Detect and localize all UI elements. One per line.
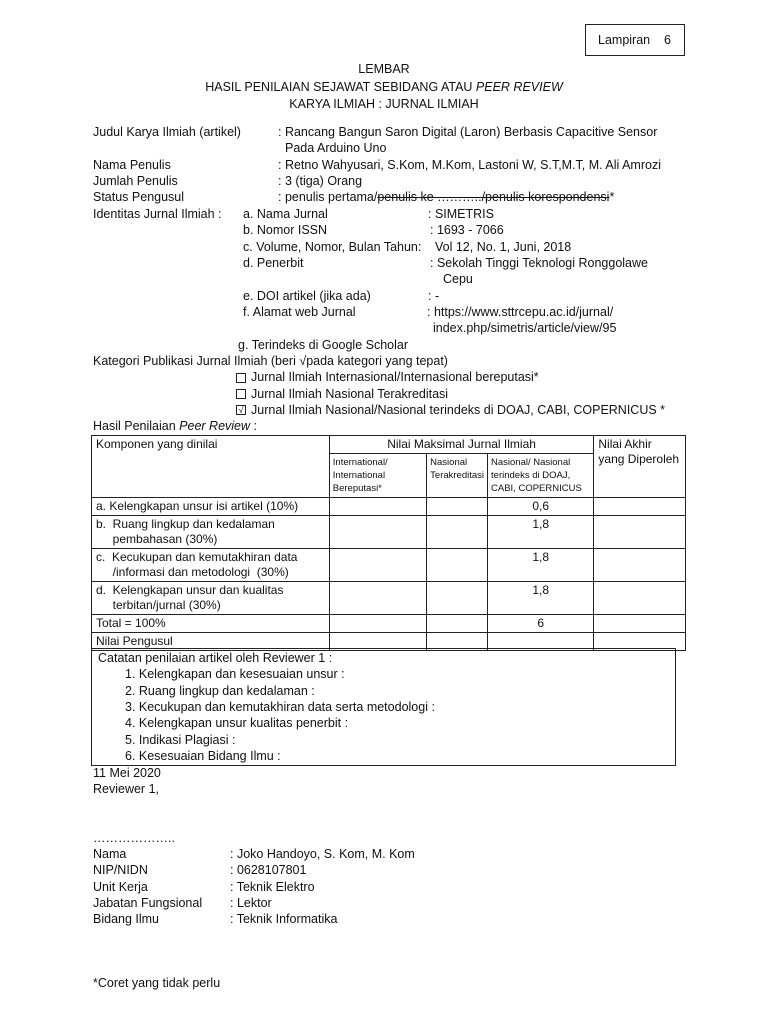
title-line3: KARYA ILMIAH : JURNAL ILMIAH <box>289 97 479 111</box>
signature-dots: ……………….. <box>93 831 175 845</box>
nama-penulis-label: Nama Penulis <box>93 158 171 172</box>
row-label: b. Ruang lingkup dan kedalaman pembahasan (30%) <box>92 516 330 549</box>
kategori-option-2: Jurnal Ilmiah Nasional Terakreditasi <box>251 387 449 401</box>
identitas-b-value: : 1693 - 7066 <box>430 223 504 237</box>
header-internasional: International/ International Bereputasi* <box>329 454 426 498</box>
header-nasional-terindeks: Nasional/ Nasional terindeks di DOAJ, CABI, COPERNICUS <box>488 454 594 498</box>
nama-penulis-value: : Retno Wahyusari, S.Kom, M.Kom, Lastoni W, S.T,M.T, M. Ali Amrozi <box>278 158 661 172</box>
reviewer-nip-value: : 0628107801 <box>230 863 307 877</box>
table-row <box>92 582 686 615</box>
judul-label: Judul Karya Ilmiah (artikel) <box>93 125 241 139</box>
reviewer-nama-label: Nama <box>93 847 127 861</box>
catatan-title: Catatan penilaian artikel oleh Reviewer 1 : <box>98 651 333 665</box>
lampiran-label: Lampiran <box>598 33 651 47</box>
row-value: 1,8 <box>488 516 594 549</box>
reviewer-bidang-value: : Teknik Informatika <box>230 912 338 926</box>
header-komponen: Komponen yang dinilai <box>92 436 330 498</box>
kategori-checkbox-1[interactable] <box>236 373 246 383</box>
row-label: Total = 100% <box>92 615 330 633</box>
hasil-penilaian-label: Hasil Penilaian Peer Review : <box>93 419 257 433</box>
lampiran-number: 6 <box>664 33 671 47</box>
row-label: Nilai Pengusul <box>92 633 330 651</box>
identitas-e-value: : - <box>428 289 440 303</box>
signature-reviewer: Reviewer 1, <box>93 782 159 796</box>
header-nilai-akhir: Nilai Akhir yang Diperoleh <box>594 436 686 498</box>
identitas-d-value-cont: Cepu <box>443 272 473 286</box>
identitas-d-label: d. Penerbit <box>243 256 304 270</box>
row-value: 1,8 <box>488 549 594 582</box>
lampiran-box <box>585 24 685 56</box>
identitas-f-value-cont: index.php/simetris/article/view/95 <box>433 321 617 335</box>
jumlah-penulis-label: Jumlah Penulis <box>93 174 178 188</box>
row-label: c. Kecukupan dan kemutakhiran data /informasi dan metodologi (30%) <box>92 549 330 582</box>
reviewer-unit-value: : Teknik Elektro <box>230 880 315 894</box>
row-value: 0,6 <box>488 498 594 516</box>
judul-value-cont: Pada Arduino Uno <box>285 141 387 155</box>
catatan-item: 1. Kelengkapan dan kesesuaian unsur : <box>125 667 345 681</box>
identitas-f-value: : https://www.sttrcepu.ac.id/jurnal/ <box>427 305 614 319</box>
identitas-f-label: f. Alamat web Jurnal <box>243 305 356 319</box>
catatan-item: 4. Kelengkapan unsur kualitas penerbit : <box>125 716 349 730</box>
reviewer-jabatan-value: : Lektor <box>230 896 272 910</box>
identitas-c-label: c. Volume, Nomor, Bulan Tahun: <box>243 240 422 254</box>
header-nasional-terakreditasi: Nasional Terakreditasi <box>427 454 488 498</box>
judul-value: : Rancang Bangun Saron Digital (Laron) Berbasis Capacitive Sensor <box>278 125 658 139</box>
check-mark-icon: √ <box>238 405 244 415</box>
table-row <box>92 516 686 549</box>
kategori-label: Kategori Publikasi Jurnal Ilmiah (beri √pada kategori yang tepat) <box>93 354 448 368</box>
row-label: a. Kelengkapan unsur isi artikel (10%) <box>92 498 330 516</box>
table-row <box>92 549 686 582</box>
identitas-e-label: e. DOI artikel (jika ada) <box>243 289 371 303</box>
catatan-box <box>91 648 676 766</box>
penilaian-table <box>91 435 686 651</box>
row-value: 6 <box>488 615 594 633</box>
kategori-checkbox-3[interactable] <box>236 405 246 415</box>
identitas-a-label: a. Nama Jurnal <box>243 207 328 221</box>
table-row-total <box>92 615 686 633</box>
kategori-option-3: Jurnal Ilmiah Nasional/Nasional terindeks di DOAJ, CABI, COPERNICUS * <box>251 403 666 417</box>
table-header-row <box>92 436 686 454</box>
row-value: 1,8 <box>488 582 594 615</box>
kategori-option-1: Jurnal Ilmiah Internasional/Internasional bereputasi* <box>251 370 539 384</box>
reviewer-unit-label: Unit Kerja <box>93 880 148 894</box>
identitas-g-label: g. Terindeks di Google Scholar <box>238 338 409 352</box>
identitas-b-label: b. Nomor ISSN <box>243 223 328 237</box>
footnote: *Coret yang tidak perlu <box>93 976 221 990</box>
catatan-item: 3. Kecukupan dan kemutakhiran data serta metodologi : <box>125 700 435 714</box>
status-pengusul-label: Status Pengusul <box>93 190 185 204</box>
reviewer-nama-value: : Joko Handoyo, S. Kom, M. Kom <box>230 847 415 861</box>
signature-date: 11 Mei 2020 <box>93 766 161 780</box>
title-line2: HASIL PENILAIAN SEJAWAT SEBIDANG ATAU PEER REVIEW <box>205 80 563 94</box>
kategori-checkbox-2[interactable] <box>236 389 246 399</box>
identitas-c-value: Vol 12, No. 1, Juni, 2018 <box>435 240 572 254</box>
header-nilai-maks: Nilai Maksimal Jurnal Ilmiah <box>329 436 594 454</box>
catatan-item: 6. Kesesuaian Bidang Ilmu : <box>125 749 281 763</box>
reviewer-bidang-label: Bidang Ilmu <box>93 912 160 926</box>
reviewer-jabatan-label: Jabatan Fungsional <box>93 896 203 910</box>
jumlah-penulis-value: : 3 (tiga) Orang <box>278 174 363 188</box>
identitas-d-value: : Sekolah Tinggi Teknologi Ronggolawe <box>430 256 648 270</box>
table-row <box>92 498 686 516</box>
catatan-item: 2. Ruang lingkup dan kedalaman : <box>125 684 315 698</box>
title-line1: LEMBAR <box>358 62 410 76</box>
identitas-label: Identitas Jurnal Ilmiah : <box>93 207 222 221</box>
reviewer-nip-label: NIP/NIDN <box>93 863 148 877</box>
identitas-a-value: : SIMETRIS <box>428 207 494 221</box>
catatan-item: 5. Indikasi Plagiasi : <box>125 733 236 747</box>
row-label: d. Kelengkapan unsur dan kualitas terbitan/jurnal (30%) <box>92 582 330 615</box>
status-pengusul-value: : penulis pertama/penulis ke ………../penulis korespondensi* <box>278 190 615 204</box>
